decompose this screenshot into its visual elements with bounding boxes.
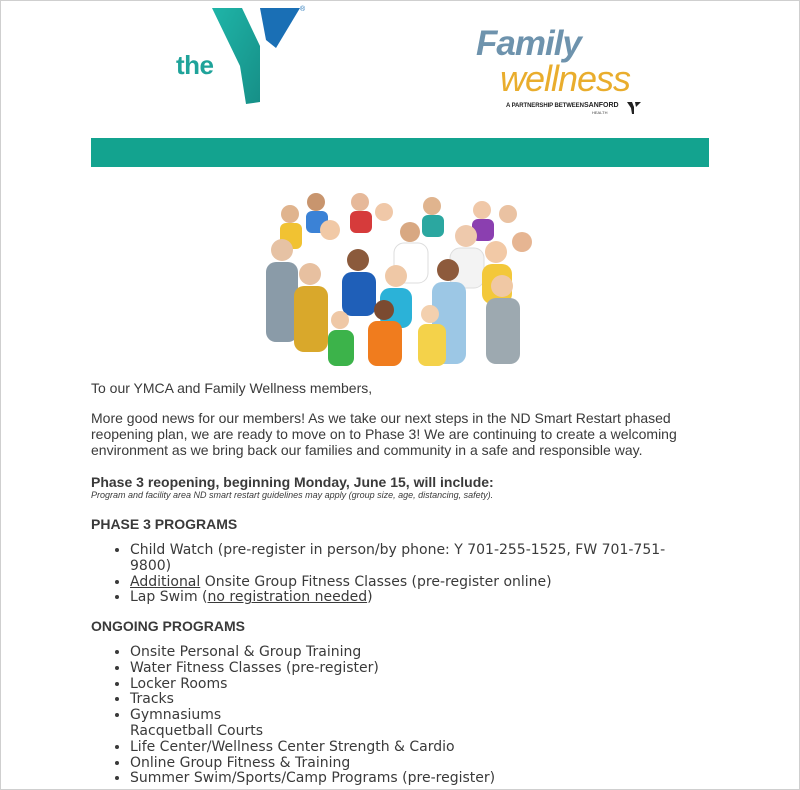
greeting: To our YMCA and Family Wellness members,	[91, 380, 373, 396]
family-wellness-logo	[472, 24, 652, 118]
list-item: Racquetball Courts	[130, 722, 264, 739]
list-item: • Tracks	[130, 692, 670, 708]
list-item-group-fitness: • Additional Onsite Group Fitness Classes (pre-register online)	[130, 575, 670, 591]
header-divider-bar	[91, 138, 709, 167]
logo-sanford: SANFORD	[584, 102, 619, 109]
logo-health: HEALTH	[592, 110, 608, 115]
intro-paragraph: More good news for our members! As we take our next steps in the ND Smart Restart phased reopening plan, we are ready to move on to Phase 3! We are continuing to create a welcoming environment as we bring back our families and community in a safe and responsible way.	[91, 410, 677, 458]
no-registration-link[interactable]: no registration needed	[207, 589, 368, 606]
list-item: • Gymnasiums	[130, 708, 670, 724]
ymca-y-icon	[210, 6, 302, 106]
registered-mark: ®	[300, 6, 306, 13]
phase3-programs-title: PHASE 3 PROGRAMS	[91, 516, 238, 532]
logo-tagline: A PARTNERSHIP BETWEEN	[506, 103, 584, 109]
list-item: • Summer Swim/Sports/Camp Programs (pre-register)	[130, 771, 670, 787]
ongoing-programs-title: ONGOING PROGRAMS	[91, 618, 246, 634]
ymca-logo-vertical: YMCA	[266, 63, 285, 92]
logo-wellness-text: wellness	[500, 58, 631, 99]
ymca-logo-the: the	[176, 50, 214, 80]
logo-family-text: Family	[476, 24, 581, 63]
phase3-programs-list	[109, 543, 670, 606]
group-photo	[260, 190, 545, 368]
list-item: • Water Fitness Classes (pre-register)	[130, 661, 670, 677]
ongoing-programs-list	[109, 645, 670, 787]
list-item-child-watch: • Child Watch (pre-register in person/by phone: Y 701-255-1525, FW 701-751-9800)	[130, 543, 670, 575]
list-item: • Life Center/Wellness Center Strength & Cardio	[130, 740, 670, 756]
list-item: • Online Group Fitness & Training	[130, 756, 670, 772]
phase-heading: Phase 3 reopening, beginning Monday, June 15, will include:	[91, 474, 494, 490]
mini-ymca-icon	[627, 102, 641, 114]
list-item: • Onsite Personal & Group Training	[130, 645, 670, 661]
list-item-lap-swim: • Lap Swim (no registration needed)	[130, 590, 670, 606]
phase-note: Program and facility area ND smart restart guidelines may apply (group size, age, distancing, safety).	[91, 490, 494, 500]
ymca-logo	[176, 6, 311, 106]
list-item: • Locker Rooms	[130, 677, 670, 693]
additional-link[interactable]: Additional	[130, 573, 201, 590]
